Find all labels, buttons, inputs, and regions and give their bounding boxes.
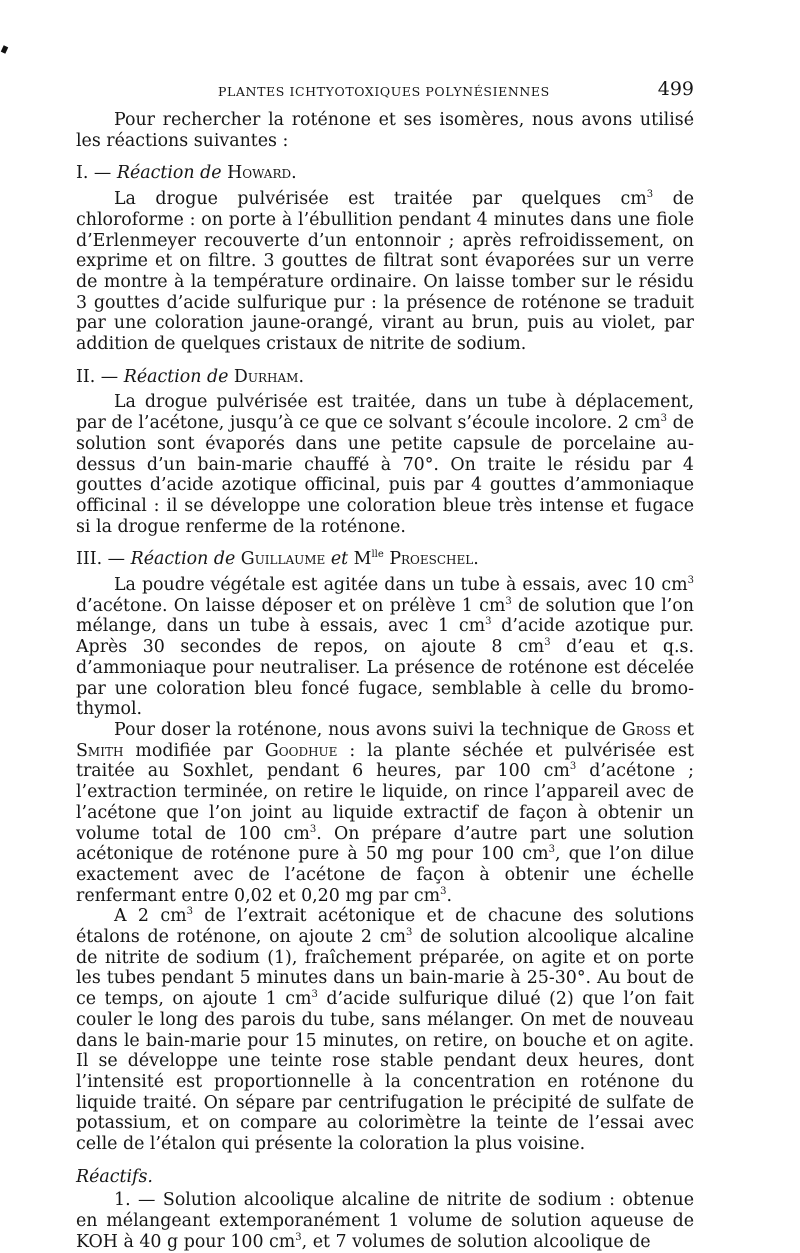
dosage-paragraph-1: Pour doser la roténone, nous avons suivi la technique de Gross et Smith modifiée par Goodhue : la plante séchée et pulvérisée est traitée au Soxhlet, pendant 6 heures, par 100 $cm^3$ d’acétone ; l’extraction terminée, on retire le liquide, on rince l’appareil avec de l’acétone que l’on joint au liquide extractif de façon à obtenir un volume total de 100 $cm^3$. On prépare d’autre part une solution acétonique de roténone pure à 50 mg pour 100 $cm^3$, que l’on dilue exactement avec de l’acétone de façon à obtenir une échelle renfermant entre 0,02 et 0,20 mg par $cm^3$.: [76, 719, 695, 906]
scan-mark: [1, 45, 8, 53]
dosage-paragraph-2: A 2 $cm^3$ de l’extrait acétonique et de chacune des solutions étalons de roténone, on ajoute 2 $cm^3$ de solution alcoolique alcaline de nitrite de sodium (1), fraîchement préparée, on agite et on porte les tubes pendant 5 minutes dans un bain-marie à 25-30°. Au bout de ce temps, on ajoute 1 $cm^3$ d’acide sulfurique dilué (2) que l’on fait couler le long des parois du tube, sans mélanger. On met de nouveau dans le bain-marie pour 15 minutes, on retire, on bouche et on agite. Il se développe une teinte rose stable pendant deux heures, dont l’intensité est proportionnelle à la concentration en roténone du liquide traité. On sépare par centrifugation le précipité de sulfate de potassium, et on compare au colorimètre la teinte de l’essai avec celle de l’étalon qui présente la coloration la plus voisine.: [76, 906, 694, 1155]
running-title: PLANTES ICHTYOTOXIQUES POLYNÉSIENNES: [218, 84, 550, 99]
intro-paragraph: Pour rechercher la roténone et ses isomères, nous avons utilisé les réactions suivantes :: [76, 110, 694, 151]
section3-paragraph: La poudre végétale est agitée dans un tube à essais, avec 10 $cm^3$ d’acétone. On laisse déposer et on prélève 1 $cm^3$ de solution que l’on mélange, dans un tube à essais, avec 1 $cm^3$ d’acide azotique pur. Après 30 secondes de repos, on ajoute 8 $cm^3$ d’eau et q.s. d’ammoniaque pour neutraliser. La présence de roténone est décelée par une coloration bleu foncé fugace, semblable à celle du bromo-thymol.: [76, 575, 695, 720]
reactif-item-1: 1. — Solution alcoolique alcaline de nitrite de sodium : obtenue en mélangeant extemporanément 1 volume de solution aqueuse de KOH à 40 g pour 100 $cm^3$, et 7 volumes de solution alcoolique de: [76, 1190, 694, 1252]
page: [76, 70, 694, 1253]
section-heading-2: II. — Réaction de Durham.: [76, 366, 304, 387]
section1-paragraph: La drogue pulvérisée est traitée par quelques $cm^3$ de chloroforme : on porte à l’ébullition pendant 4 minutes dans une fiole d’Erlenmeyer recouverte d’un entonnoir ; après refroidissement, on exprime et on filtre. 3 gouttes de filtrat sont évaporées sur un verre de montre à la température ordinaire. On laisse tomber sur le résidu 3 gouttes d’acide sulfurique pur : la présence de roténone se traduit par une coloration jaune-orangé, virant au brun, puis au violet, par addition de quelques cristaux de nitrite de sodium.: [76, 189, 694, 355]
section-heading-1: I. — Réaction de Howard.: [76, 163, 297, 184]
body-text: [76, 110, 694, 1253]
page-header: [76, 70, 694, 110]
reactifs-heading: Réactifs.: [76, 1166, 153, 1187]
page-number: 499: [657, 78, 694, 100]
section2-paragraph: La drogue pulvérisée est traitée, dans un tube à déplacement, par de l’acétone, jusqu’à ce que ce solvant s’écoule incolore. 2 $cm^3$ de solution sont évaporés dans une petite capsule de porcelaine au-dessus d’un bain-marie chauffé à 70°. On traite le résidu par 4 gouttes d’acide azotique officinal, puis par 4 gouttes d’ammoniaque officinal : il se développe une coloration bleue très intense et fugace si la drogue renferme de la roténone.: [76, 392, 695, 537]
section-heading-3: III. — Réaction de Guillaume et $M^{lle}$ Proeschel.: [76, 549, 479, 570]
